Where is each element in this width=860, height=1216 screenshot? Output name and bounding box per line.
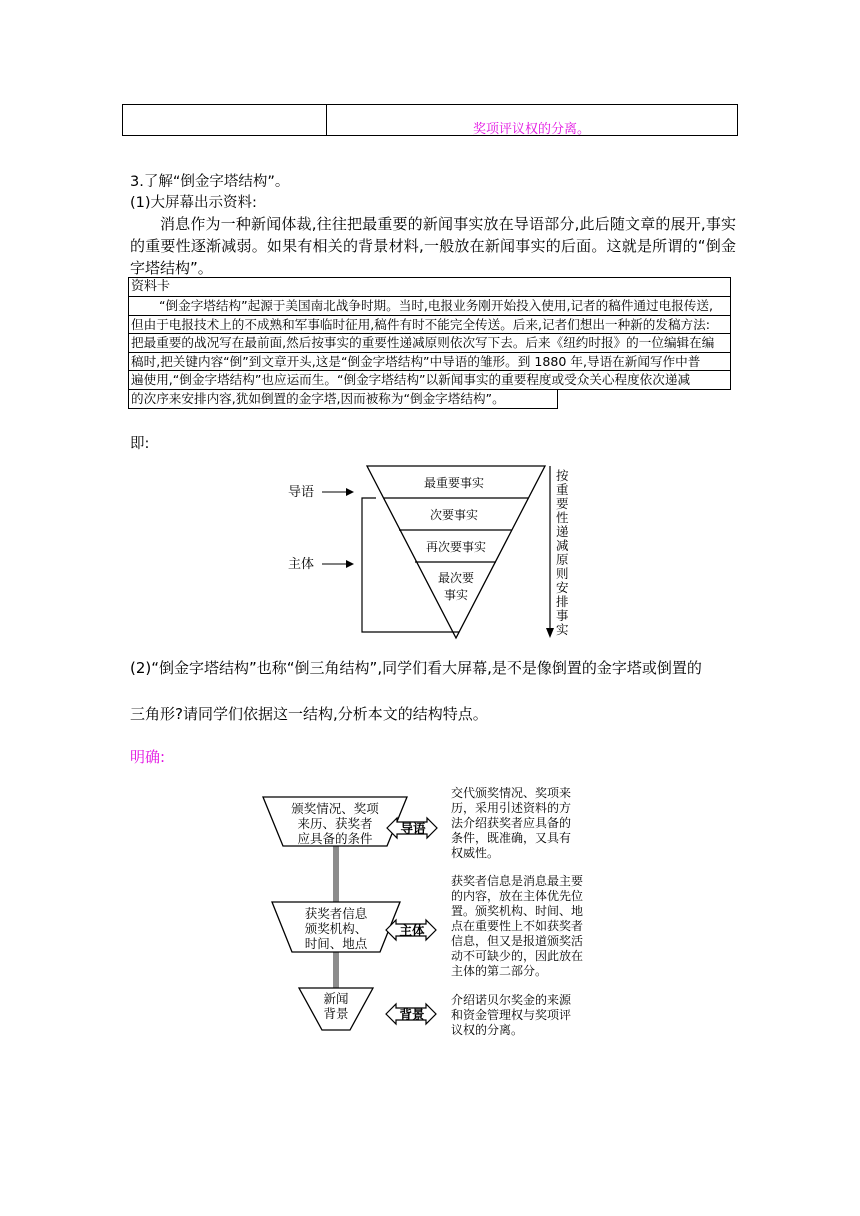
- body-box-line: 获奖者信息: [304, 906, 368, 921]
- lead-desc-line: 历，采用引述资料的方: [451, 801, 572, 815]
- background-desc-line: 议权的分离。: [451, 1023, 524, 1037]
- answer-label: 明确:: [130, 748, 166, 766]
- body-desc-line: 信息，但又是报道颁奖活: [451, 934, 584, 948]
- card-line: 但由于电报技术上的不成熟和军事临时征用,稿件有时不能完全传送。后来,记者们想出一种新的发稿方法:: [128, 316, 731, 335]
- resource-card-body: [128, 297, 731, 409]
- body-desc-line: 点在重要性上不如获奖者: [451, 919, 584, 933]
- level-tertiary: 再次要事实: [425, 540, 487, 554]
- resource-card-title: 资料卡: [128, 277, 731, 297]
- card-line: 把最重要的战况写在最前面,然后按事实的重要性递减原则依次写下去。后来《纽约时报》的一位编辑在编: [128, 334, 731, 353]
- background-arrow-label: 背景: [399, 1007, 425, 1022]
- body-box-line: 颁奖机构、: [304, 921, 368, 936]
- order-arrowhead: [546, 628, 554, 638]
- table-cell-right: 奖项评议权的分离。: [472, 122, 590, 137]
- order-char: 则: [556, 566, 569, 581]
- level-least-1: 最次要: [437, 571, 475, 585]
- sub-heading-1: (1)大屏幕出示资料:: [130, 195, 257, 211]
- card-line: 的次序来安排内容,犹如倒置的金字塔,因而被称为“倒金字塔结构”。: [128, 390, 558, 409]
- order-char: 实: [556, 622, 569, 637]
- lead-label: 导语: [288, 485, 315, 500]
- body-label: 主体: [288, 557, 315, 572]
- lead-box-line: 来历、获奖者: [297, 816, 373, 831]
- card-line: 遍使用,“倒金字塔结构”也应运而生。“倒金字塔结构”以新闻事实的重要程度或受众关心程度依次递减: [128, 371, 731, 390]
- background-desc-line: 介绍诺贝尔奖金的来源: [451, 993, 572, 1007]
- lead-box-line: 颁奖情况、奖项: [291, 801, 379, 816]
- resource-card: [128, 277, 731, 409]
- body-desc-line: 获奖者信息是消息最主要: [451, 874, 584, 888]
- background-box-line: 背景: [323, 1006, 349, 1021]
- order-char: 减: [556, 538, 569, 553]
- order-char: 按: [556, 468, 569, 483]
- order-char: 递: [556, 524, 569, 539]
- lead-arrow-label: 导语: [400, 821, 426, 836]
- intro-paragraph: 消息作为一种新闻体裁,往往把最重要的新闻事实放在导语部分,此后随文章的展开,事实的重要性逐渐减弱。如果有相关的背景材料,一般放在新闻事实的后面。这就是所谓的“倒金字塔结构”。: [130, 215, 736, 277]
- lead-desc-line: 条件，既准确，又具有: [451, 831, 572, 845]
- card-line: 稿时,把关键内容“倒”到文章开头,这是“倒金字塔结构”中导语的雏形。到 1880 年,导语在新闻写作中普: [128, 353, 731, 372]
- card-line: “倒金字塔结构”起源于美国南北战争时期。当时,电报业务刚开始投入使用,记者的稿件通过电报传送,: [128, 297, 731, 316]
- order-char: 排: [556, 594, 569, 609]
- body-desc-line: 动不可缺少的，因此放在: [451, 949, 584, 963]
- order-char: 事: [556, 608, 569, 623]
- question-2-line-2: 三角形?请同学们依据这一结构,分析本文的结构特点。: [130, 705, 488, 723]
- article-structure-diagram: [255, 780, 635, 1045]
- section-title: 3.了解“倒金字塔结构”。: [130, 174, 290, 190]
- body-arrow-label: 主体: [399, 923, 425, 938]
- level-secondary: 次要事实: [429, 508, 479, 522]
- lead-desc-line: 法介绍获奖者应具备的: [451, 816, 572, 830]
- level-least-2: 事实: [443, 588, 469, 602]
- level-most-important: 最重要事实: [423, 476, 485, 490]
- body-desc-line: 置。颁奖机构、时间、地: [451, 904, 584, 918]
- inverted-pyramid-diagram: [280, 460, 580, 640]
- lead-box-line: 应具备的条件: [297, 831, 373, 846]
- body-arrowhead: [346, 560, 354, 568]
- background-box-line: 新闻: [323, 991, 349, 1006]
- top-table-fragment: [122, 104, 738, 136]
- ji-label: 即:: [130, 436, 150, 452]
- question-2-line-1: (2)“倒金字塔结构”也称“倒三角结构”,同学们看大屏幕,是不是像倒置的金字塔或倒置的: [130, 659, 702, 677]
- order-char: 安: [556, 580, 569, 595]
- body-desc-line: 的内容，放在主体优先位: [451, 889, 584, 903]
- lead-desc-line: 交代颁奖情况、奖项来: [451, 786, 572, 800]
- background-desc-line: 和资金管理权与奖项评: [451, 1008, 572, 1022]
- order-char: 重: [556, 482, 569, 497]
- lead-arrowhead: [346, 488, 354, 496]
- lead-desc-line: 权威性。: [451, 846, 500, 860]
- body-desc-line: 主体的第二部分。: [451, 964, 548, 978]
- order-char: 原: [556, 552, 569, 567]
- order-label: [556, 468, 569, 637]
- order-char: 要: [556, 496, 569, 511]
- order-char: 性: [556, 510, 569, 525]
- body-box-line: 时间、地点: [304, 936, 368, 951]
